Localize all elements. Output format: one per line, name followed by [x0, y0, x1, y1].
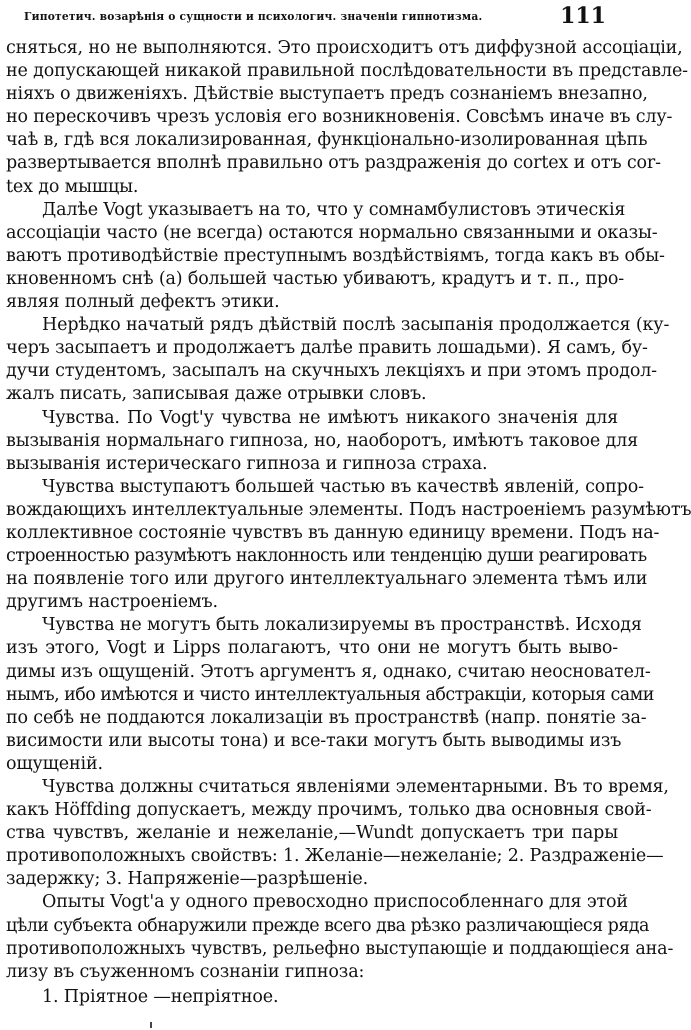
text-line: но перескочивъ чрезъ условія его возникновенія. Совсѣмъ иначе въ слу- — [6, 107, 673, 128]
text-line: висимости или высоты тона) и все-таки могутъ быть выводимы изъ — [6, 730, 622, 751]
text-line: Далѣе Vogt указываетъ на то, что у сомнамбулистовъ этическія — [42, 199, 626, 220]
text-line: являя полный дефектъ этики. — [6, 292, 280, 313]
text-line: Чувства выступаютъ большей частью въ качествѣ явленій, сопро- — [42, 476, 644, 497]
text-line: черъ засыпаетъ и продолжаетъ далѣе править лошадьми). Я самъ, бу- — [6, 338, 648, 359]
text-line: ощущеній. — [6, 753, 103, 774]
text-line: кновенномъ снѣ (а) большей частью убиваютъ, крадутъ и т. п., про- — [6, 268, 625, 289]
text-line: другимъ настроеніемъ. — [6, 592, 218, 613]
text-line: Чувства не могутъ быть локализируемы въ пространствѣ. Исходя — [42, 615, 642, 636]
text-line: нымъ, ибо имѣются и чисто интеллектуальныя абстракціи, которыя сами — [6, 684, 654, 705]
text-line: Чувства должны считаться явленіями элементарными. Въ то время, — [42, 777, 669, 797]
text-line: Опыты Vogt'а у одного превосходно приспособленнаго для этой — [42, 892, 628, 913]
text-line: противоположныхъ чувствъ, рельефно выступающіе и поддающіеся ана- — [6, 938, 674, 959]
text-line: ства чувствъ, желаніе и нежеланіе,—Wundt допускаетъ три пары — [6, 823, 618, 844]
text-line: на появленіе того или другого интеллектуальнаго элемента тѣмъ или — [6, 569, 648, 590]
text-line: задержку; 3. Напряженіе—разрѣшеніе. — [6, 869, 369, 890]
text-line: сняться, но не выполняются. Это происходитъ отъ диффузной ассоціаціи, — [6, 38, 683, 58]
text-line: tex до мышцы. — [6, 176, 139, 197]
text-line: жалъ писать, записывая даже отрывки словъ. — [6, 384, 427, 405]
text-line: изъ этого, Vogt и Lipps полагаютъ, что они не могутъ быть выво- — [6, 638, 618, 659]
text-line: вызыванія истерическаго гипноза и гипноза страха. — [6, 453, 488, 474]
text-line: дучи студентомъ, засыпалъ на скучныхъ лекціяхъ и при этомъ продол- — [6, 361, 657, 382]
body-text — [6, 37, 691, 1009]
text-line: лизу въ съуженномъ сознаніи гипноза: — [6, 961, 365, 982]
text-line: развертывается вполнѣ правильно отъ раздраженія до cortex и отъ cor- — [6, 153, 661, 174]
text-line: по себѣ не поддаются локализаціи въ пространствѣ (напр. понятіе за- — [6, 707, 647, 728]
text-line: димы изъ ощущеній. Этотъ аргументъ я, однако, считаю неосновател- — [6, 661, 651, 682]
text-line: вождающихъ интеллектуальные элементы. Подъ настроеніемъ разумѣютъ — [6, 499, 691, 520]
text-line: ассоціаціи часто (не всегда) остаются нормально связанными и оказы- — [6, 222, 658, 243]
page-header — [24, 4, 606, 28]
text-line: ніяхъ о движеніяхъ. Дѣйствіе выступаетъ предъ сознаніемъ внезапно, — [6, 84, 648, 105]
text-line: строенностью разумѣютъ наклонность или тенденцію души реагировать — [6, 546, 647, 567]
text-line: ваютъ противодѣйствіе преступнымъ воздѣйствіямъ, тогда какъ въ обы- — [6, 245, 665, 266]
page-number: 111 — [560, 3, 606, 29]
text-line: какъ Höffding допускаетъ, между прочимъ, только два основныя свой- — [6, 800, 652, 821]
text-line: Нерѣдко начатый рядъ дѣйствій послѣ засыпанія продолжается (ку- — [42, 315, 670, 336]
text-line: вызыванія нормальнаго гипноза, но, наоборотъ, имѣютъ таковое для — [6, 430, 639, 451]
text-line: коллективное состояніе чувствъ въ данную единицу времени. Подъ на- — [6, 522, 660, 543]
text-line: цѣли субъекта обнаружили прежде всего два рѣзко различающіеся ряда — [6, 915, 649, 936]
text-line: не допускающей никакой правильной послѣдовательности въ представле- — [6, 61, 688, 82]
list-item: 1. Пріятное —непріятное. — [42, 986, 279, 1007]
text-line: чаѣ в, гдѣ вся локализированная, функціонально-изолированная цѣпь — [6, 130, 648, 151]
text-line: противоположныхъ свойствъ: 1. Желаніе—нежеланіе; 2. Раздраженіе— — [6, 846, 664, 867]
running-head: Гипотетич. возарѣнія о сущности и психологич. значеніи гипнотизма. — [24, 9, 483, 23]
print-speck — [150, 1022, 152, 1028]
text-line: Чувства. По Vogt'у чувства не имѣютъ никакого значенія для — [42, 407, 618, 428]
